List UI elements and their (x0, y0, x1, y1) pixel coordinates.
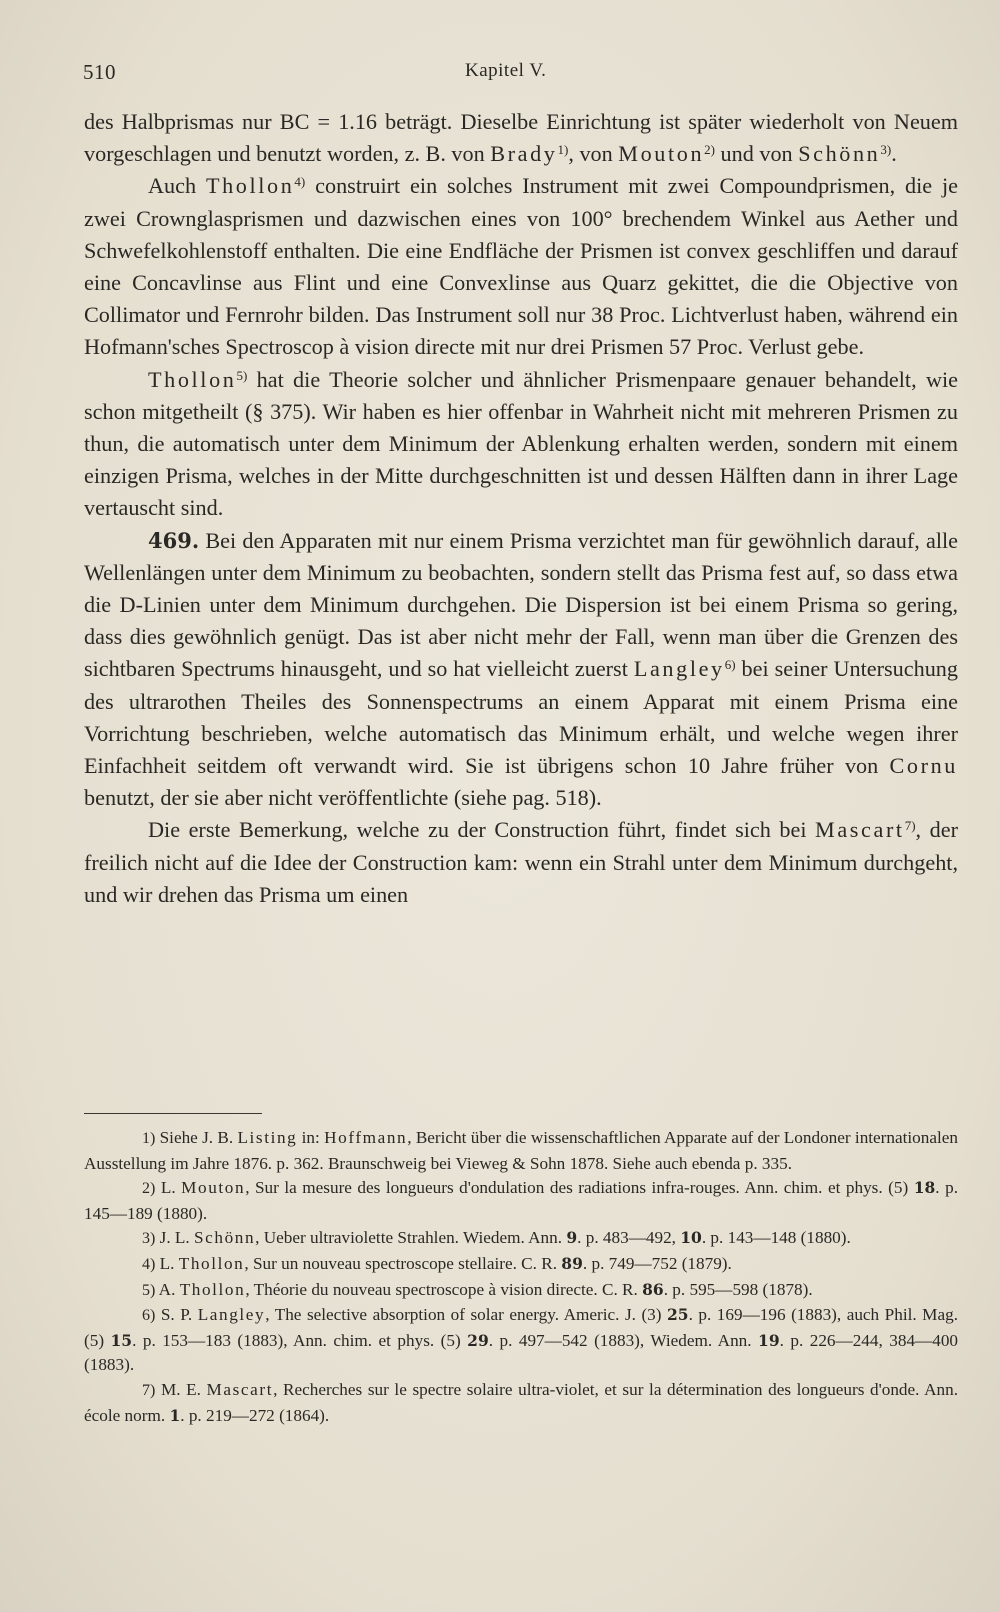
volume-number: 10 (680, 1228, 702, 1248)
volume-number: 15 (110, 1330, 133, 1350)
author-name: Langley (633, 656, 725, 682)
author-name: Thollon (205, 173, 295, 199)
volume-number: 86 (642, 1279, 664, 1299)
paragraph-2: Auch Thollon$^{4)}$ construirt ein solches Instrument mit zwei Compoundprismen, die je zwei Crownglasprismen und dazwischen eines von 100° brechendem Winkel aus Aether und Schwefelkohlenstoff enthalten. Die eine Endfläche der Prismen ist convex geschliffen und darauf eine Concavlinse aus Flint und eine Convexlinse aus Quarz gekittet, die die Objective von Collimator und Fernrohr bilden. Das Instrument soll nur 38 Proc. Lichtverlust haben, während ein Hofmann'sches Spectroscop à vision directe mit nur drei Prismen 57 Proc. Verlust gebe. (84, 173, 959, 360)
page-header (83, 60, 959, 90)
author-name: Schönn (798, 141, 881, 167)
section-number: 469. (148, 527, 200, 553)
volume-number: 9 (566, 1228, 578, 1248)
footnotes (84, 1126, 958, 1428)
author-name: Schönn (194, 1228, 256, 1248)
footnote-mark: 2) (142, 1180, 156, 1198)
paragraph-1: des Halbprismas nur BC = 1.16 beträgt. Dieselbe Einrichtung ist später wiederholt von Neuem vorgeschlagen und benutzt worden, z. B. von Brady$^{1)}$, von Mouton$^{2)}$ und von Schönn$^{3)}$. (84, 109, 958, 167)
author-name: Brady (490, 141, 558, 167)
author-name: Mascart (206, 1379, 274, 1399)
author-name: Hoffmann (324, 1128, 408, 1147)
footnote-ref: 3) (880, 142, 892, 158)
page-number: 510 (83, 60, 116, 84)
footnote-mark: 3) (142, 1230, 156, 1248)
footnote-ref: 4) (294, 174, 306, 190)
footnote-ref: 5) (236, 367, 248, 383)
footnote-divider (84, 1113, 262, 1114)
footnote-6: 6) S. P. Langley, The selective absorption of solar energy. Americ. J. (3) 25. p. 169—196 (1883), auch Phil. Mag. (5) 15. p. 153—183 (1883), Ann. chim. et phys. (5) 29. p. 497—542 (1883), Wiedem. Ann. 19. p. 226—244, 384—400 (1883). (84, 1305, 959, 1375)
author-name: Thollon (178, 1253, 245, 1273)
author-name: Cornu (889, 753, 958, 779)
author-name: Mouton (618, 141, 705, 167)
author-name: Mouton (181, 1178, 246, 1198)
running-head: Kapitel V. (465, 60, 547, 81)
footnote-1: 1) Siehe J. B. Listing in: Hoffmann, Bericht über die wissenschaftlichen Apparate auf der Londoner internationalen Ausstellung im Jahre 1876. p. 362. Braunschweig bei Vieweg & Sohn 1878. Siehe auch ebenda p. 335. (84, 1128, 958, 1173)
volume-number: 19 (758, 1330, 780, 1350)
main-text (84, 106, 958, 911)
volume-number: 1 (169, 1405, 181, 1425)
volume-number: 18 (913, 1178, 936, 1198)
footnote-ref: 7) (904, 818, 916, 834)
volume-number: 29 (467, 1330, 489, 1350)
author-name: Thollon (179, 1279, 246, 1299)
paragraph-3: Thollon$^{5)}$ hat die Theorie solcher und ähnlicher Prismenpaare genauer behandelt, wie schon mitgetheilt (§ 375). Wir haben es hier offenbar in Wahrheit nicht mit mehreren Prismen zu thun, die automatisch unter dem Minimum der Ablenkung erhalten werden, sondern mit einem einzigen Prisma, welches in der Mitte durchgeschnitten ist und dessen Hälften dann in ihrer Lage vertauscht sind. (84, 366, 958, 521)
footnote-7: 7) M. E. Mascart, Recherches sur le spectre solaire ultra-violet, et sur la détermination des longueurs d'onde. Ann. école norm. 1. p. 219—272 (1864). (84, 1379, 958, 1425)
footnote-mark: 1) (142, 1130, 156, 1147)
footnote-5: 5) A. Thollon, Théorie du nouveau spectroscope à vision directe. C. R. 86. p. 595—598 (1878). (142, 1279, 813, 1299)
footnote-3: 3) J. L. Schönn, Ueber ultraviolette Strahlen. Wiedem. Ann. 9. p. 483—492, 10. p. 143—148 (1880). (142, 1228, 851, 1248)
author-name: Thollon (148, 366, 237, 392)
footnote-ref: 1) (557, 142, 569, 158)
paragraph-4: 469. Bei den Apparaten mit nur einem Prisma verzichtet man für gewöhnlich darauf, alle Wellenlängen unter dem Minimum zu beobachten, sondern stellt das Prisma fest auf, so dass etwa die D-Linien unter dem Minimum durchgehen. Die Dispersion ist bei einem Prisma so gering, dass dies gewöhnlich genügt. Das ist aber nicht mehr der Fall, wenn man über die Grenzen des sichtbaren Spectrums hinausgeht, und so hat vielleicht zuerst Langley$^{6)}$ bei seiner Untersuchung des ultrarothen Theiles des Sonnenspectrums an einem Apparat mit einem Prisma eine Vorrichtung beschrieben, welche automatisch das Minimum erhält, und welche wegen ihrer Einfachheit seitdem oft verwandt wird. Sie ist übrigens schon 10 Jahre früher von Cornu benutzt, der sie aber nicht veröffentlichte (siehe pag. 518). (84, 527, 958, 811)
footnote-mark: 4) (142, 1255, 156, 1273)
volume-number: 89 (561, 1253, 583, 1273)
footnote-ref: 6) (724, 657, 736, 673)
author-name: Mascart (815, 817, 905, 843)
author-name: Langley (197, 1305, 266, 1325)
footnote-4: 4) L. Thollon, Sur un nouveau spectroscope stellaire. C. R. 89. p. 749—752 (1879). (142, 1253, 732, 1273)
footnote-mark: 7) (142, 1381, 156, 1399)
author-name: Listing (237, 1128, 298, 1147)
volume-number: 25 (667, 1305, 689, 1325)
footnote-ref: 2) (704, 142, 715, 158)
footnote-2: 2) L. Mouton, Sur la mesure des longueurs d'ondulation des radiations infra-rouges. Ann. chim. et phys. (5) 18. p. 145—189 (1880). (84, 1178, 958, 1223)
paragraph-5: Die erste Bemerkung, welche zu der Construction führt, findet sich bei Mascart$^{7)}$, der freilich nicht auf die Idee der Construction kam: wenn ein Strahl unter dem Minimum durchgeht, und wir drehen das Prisma um einen (84, 817, 958, 907)
footnote-mark: 6) (142, 1307, 156, 1325)
footnote-mark: 5) (142, 1281, 156, 1299)
